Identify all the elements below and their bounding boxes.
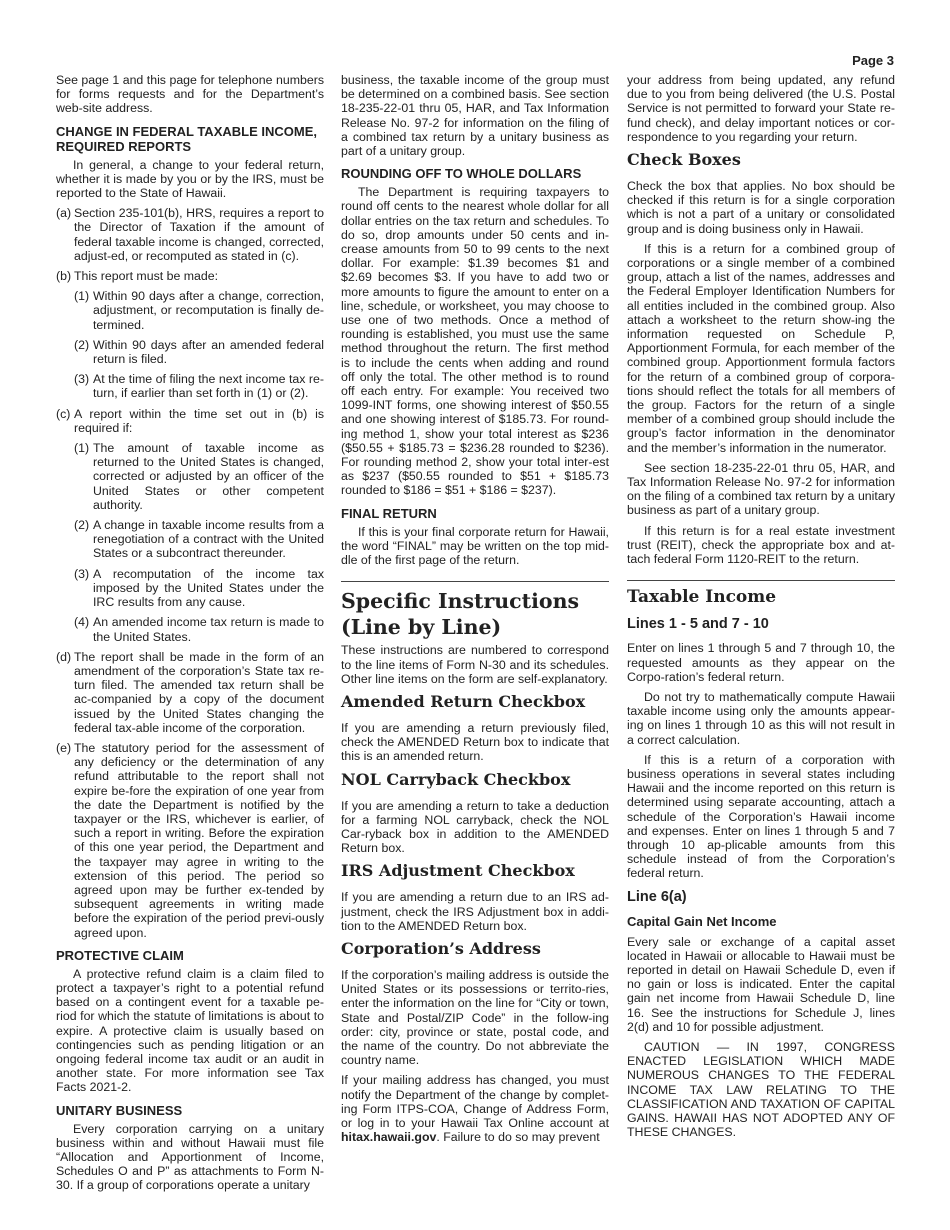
lines-paragraph-1: Enter on lines 1 through 5 and 7 through 10, the requested amounts as they appear on the Corpo-ration’s federal return. <box>627 641 895 684</box>
list-text: The statutory period for the assessment of any deficiency or the determination of any refund attributable to the report shall not expire be-fore the expiration of one year from the date the Department is notified by the taxpayer or the IRS, whichever is earlier, of such a report in writing. Before the expiration of this one year period, the Department and the taxpayer may agree in writing to the extension of this period. The period so agreed upon may be further ex-tended by subsequent agreements in writing made before the expiration of the period previ-ously agreed upon. <box>74 740 324 940</box>
rounding-heading: ROUNDING OFF TO WHOLE DOLLARS <box>341 166 582 182</box>
lines-1-10-heading: Lines 1 - 5 and 7 - 10 <box>627 616 769 633</box>
list-text: Section 235-101(b), HRS, requires a report to the Director of Taxation if the amount of federal taxable income is changed, corrected, adjust-ed, or recomputed as stated in (c). <box>74 206 324 263</box>
list-label: (3) <box>74 372 90 387</box>
final-return-heading: FINAL RETURN <box>341 505 437 521</box>
unitary-business-heading: UNITARY BUSINESS <box>56 1102 183 1118</box>
capital-gain-paragraph: Every sale or exchange of a capital asset located in Hawaii or allocable to Hawaii must be reported in detail on Hawaii Schedule D, even if no gain or loss is indicated. Enter the capital gain net income from Hawaii Schedule D, line 16. See the instructions for Schedule J, lines 2(d) and 10 for possible adjustment. <box>627 934 895 1034</box>
list-label: (a) <box>56 206 72 221</box>
list-label: (2) <box>74 337 90 352</box>
lines-paragraph-2: Do not try to mathematically compute Hawaii taxable income using only the amounts appear-ing on lines 1 through 10 as this will not result in a correct calculation. <box>627 689 895 747</box>
list-label: (2) <box>74 518 90 533</box>
address-change-paragraph <box>341 1073 609 1144</box>
specific-instructions-heading: Specific Instructions (Line by Line) <box>341 589 580 640</box>
list-label: (3) <box>74 566 90 581</box>
section-divider <box>627 580 895 581</box>
intro-paragraph: See page 1 and this page for telephone numbers for forms requests and for the Department’s web-site address. <box>56 73 324 116</box>
amended-return-paragraph: If you are amending a return previously filed, check the AMENDED Return box to indicate that this is an amended return. <box>341 720 609 764</box>
caution-paragraph: CAUTION — IN 1997, CONGRESS ENACTED LEGISLATION WHICH MADE NUMEROUS CHANGES TO THE FEDERAL INCOME TAX LAW RELATING TO THE CLASSIFICATION AND TAXATION OF CAPITAL GAINS. HAWAII HAS NOT ADOPTED ANY OF THESE CHANGES. <box>627 1039 895 1140</box>
list-label: (c) <box>56 406 71 421</box>
corporation-address-heading: Corporation’s Address <box>341 938 541 958</box>
list-text: Within 90 days after a change, correction, adjustment, or recomputation is finally de-termined. <box>93 289 324 332</box>
list-label: (d) <box>56 649 72 664</box>
list-text: This report must be made: <box>74 269 219 284</box>
list-text: At the time of filing the next income tax re-turn, if earlier than set forth in (1) or (2). <box>93 372 324 401</box>
check-boxes-paragraph-1: Check the box that applies. No box should be checked if this return is for a single corporation which is not a part of a unitary or consolidated group and is doing business only in Hawaii. <box>627 179 895 236</box>
list-text: A recomputation of the income tax imposed by the United States under the IRC results from any cause. <box>93 566 324 610</box>
list-text: Within 90 days after an amended federal return is filed. <box>93 337 324 367</box>
check-boxes-paragraph-2: If this is a return for a combined group of corporations or a single member of a combined group, attach a list of the names, addresses and the Federal Employer Identification Numbers for all entities included in the combined group. Also attach a worksheet to the return show-ing the information requested on Schedule P, Apportionment Formula, for each member of the combined group. Apportionment formula factors for the return of a combined group of corpora-tions should reflect the totals for all members of the group. Factors for the return of a single member of a combined group should include the group’s factor information in the denominator and the member’s information in the numerator. <box>627 241 895 455</box>
column-left <box>56 73 324 1199</box>
change-federal-paragraph: In general, a change to your federal return, whether it is made by you or by the IRS, must be reported to the State of Hawaii. <box>56 157 324 201</box>
list-item-c3 <box>74 567 324 610</box>
nol-carryback-paragraph: If you are amending a return to take a deduction for a farming NOL carryback, check the NOL Car-ryback box in addition to the AMENDED Return box. <box>341 798 609 856</box>
list-label: (e) <box>56 740 72 755</box>
list-item-b3 <box>74 372 324 400</box>
section-divider <box>341 581 609 582</box>
list-item-c1 <box>74 441 324 512</box>
list-text: An amended income tax return is made to the United States. <box>93 615 324 644</box>
specific-instructions-paragraph: These instructions are numbered to correspond to the line items of Form N-30 and its schedules. Other line items on the form are self-explanatory. <box>341 643 609 686</box>
check-boxes-heading: Check Boxes <box>627 150 741 170</box>
list-item-a <box>56 206 324 263</box>
line-6a-heading: Line 6(a) <box>627 888 687 905</box>
unitary-business-paragraph: Every corporation carrying on a unitary business within and without Hawaii must file “Allocation and Apportionment of Income, Schedules O and P” as attachments to Form N-30. If a group of corporations operate a unitary <box>56 1121 324 1193</box>
list-item-b <box>56 269 324 283</box>
list-label: (1) <box>74 289 90 304</box>
rounding-paragraph: The Department is requiring taxpayers to round off cents to the nearest whole dollar for all dollar entries on the tax return and schedules. To do so, drop amounts under 50 cents and in-crease amounts from 50 to 99 cents to the next dollar. For example: $1.39 becomes $1 and $2.69 becomes $3. If you have to add two or more amounts to figure the amount to enter on a line, schedule, or worksheet, you may choose to use one of two methods. Once a method of rounding is established, you must use the same method throughout the return. The first method is to include the cents when adding and round off only the total. The other method is to round off each entry. For example: You received two 1099-INT forms, one showing interest of $50.55 and one showing interest of $185.73. For round-ing method 1, show your total interest as $236 ($50.55 + $185.73 = $236.28 rounded to $236). For rounding method 2, show your total inter-est as $237 ($50.55 rounded to $51 + $185.73 rounded to $186 = $51 + $186 = $237). <box>341 185 609 498</box>
list-item-c <box>56 407 324 435</box>
list-label: (4) <box>74 615 90 630</box>
irs-adjustment-heading: IRS Adjustment Checkbox <box>341 861 575 881</box>
address-change-text-end: . Failure to do so may prevent <box>436 1130 600 1145</box>
check-boxes-paragraph-4: If this return is for a real estate investment trust (REIT), check the appropriate box and at-tach federal Form 1120-REIT to the return. <box>627 523 895 567</box>
list-item-e <box>56 741 324 940</box>
list-text: The amount of taxable income as returned to the United States is changed, corrected or adjusted by an officer of the United States or other competent authority. <box>93 441 324 512</box>
list-text: A report within the time set out in (b) is required if: <box>74 406 324 435</box>
column-right <box>627 73 895 1145</box>
final-return-paragraph: If this is your final corporate return for Hawaii, the word “FINAL” may be written on the top mid-dle of the first page of the return. <box>341 524 609 568</box>
check-boxes-paragraph-3: See section 18-235-22-01 thru 05, HAR, and Tax Information Release No. 97-2 for information on the filing of a combined tax return by a unitary business as part of a unitary group. <box>627 460 895 518</box>
list-item-d <box>56 650 324 735</box>
irs-adjustment-paragraph: If you are amending a return due to an IRS ad-justment, check the IRS Adjustment box in addi-tion to the AMENDED Return box. <box>341 890 609 933</box>
hitax-link[interactable]: hitax.hawaii.gov <box>341 1130 437 1145</box>
list-item-b1 <box>74 289 324 332</box>
protective-claim-heading: PROTECTIVE CLAIM <box>56 947 184 963</box>
address-continued-paragraph: your address from being updated, any refund due to you from being delivered (the U.S. Postal Service is not permitted to forward your State re-fund check), and delay important notices or cor-respondence to you regarding your return. <box>627 73 895 144</box>
lines-paragraph-3: If this is a return of a corporation with business operations in several states including Hawaii and the income reported on this return is determined using separate accounting, attach a schedule of the Corporation’s Hawaii income and expenses. Enter on lines 1 through 5 and 7 through 10 ap-plicable amounts from this schedule instead of from the Corporation’s federal return. <box>627 752 895 881</box>
unitary-continued-paragraph: business, the taxable income of the group must be determined on a combined basis. See section 18-235-22-01 thru 05, HAR, and Tax Information Release No. 97-2 for information on the filing of a combined tax return by a unitary business as part of a unitary group. <box>341 73 609 159</box>
capital-gain-heading: Capital Gain Net Income <box>627 913 777 929</box>
list-text: A change in taxable income results from a renegotiation of a contract with the United States or a subcontract thereunder. <box>93 518 324 561</box>
protective-claim-paragraph: A protective refund claim is a claim filed to protect a taxpayer’s right to a potential refund based on a contingent event for a taxable pe-riod for which the statute of limitations is about to expire. A protective claim is usually based on contingencies such as pending litigation or an ongoing federal income tax audit or an audit in another state. For more information see Tax Facts 2021-2. <box>56 966 324 1095</box>
page-number: Page 3 <box>852 53 894 68</box>
address-change-text: If your mailing address has changed, you must notify the Department of the change by complet-ing Form ITPS-COA, Change of Address Form, or log in to your Hawaii Tax Online account at <box>341 1073 609 1130</box>
taxable-income-heading: Taxable Income <box>627 587 777 608</box>
list-item-c4 <box>74 615 324 643</box>
amended-return-heading: Amended Return Checkbox <box>341 691 586 711</box>
list-label: (b) <box>56 269 72 284</box>
list-item-c2 <box>74 518 324 561</box>
change-federal-heading: CHANGE IN FEDERAL TAXABLE INCOME, REQUIRED REPORTS <box>56 123 317 154</box>
list-text: The report shall be made in the form of an amendment of the corporation’s State tax re-turn filed. The amended tax return shall be ac-companied by a copy of the document issued by the United States changing the federal tax-able income of the corporation. <box>74 649 324 735</box>
nol-carryback-heading: NOL Carryback Checkbox <box>341 769 571 789</box>
list-item-b2 <box>74 338 324 366</box>
column-middle <box>341 73 609 1150</box>
corporation-address-paragraph: If the corporation’s mailing address is outside the United States or its possessions or territo-ries, enter the information on the line for “City or town, State and Postal/ZIP Code” in the follow-ing order: city, province or state, postal code, and the name of the country. Do not abbreviate the country name. <box>341 967 609 1068</box>
list-label: (1) <box>74 441 90 456</box>
